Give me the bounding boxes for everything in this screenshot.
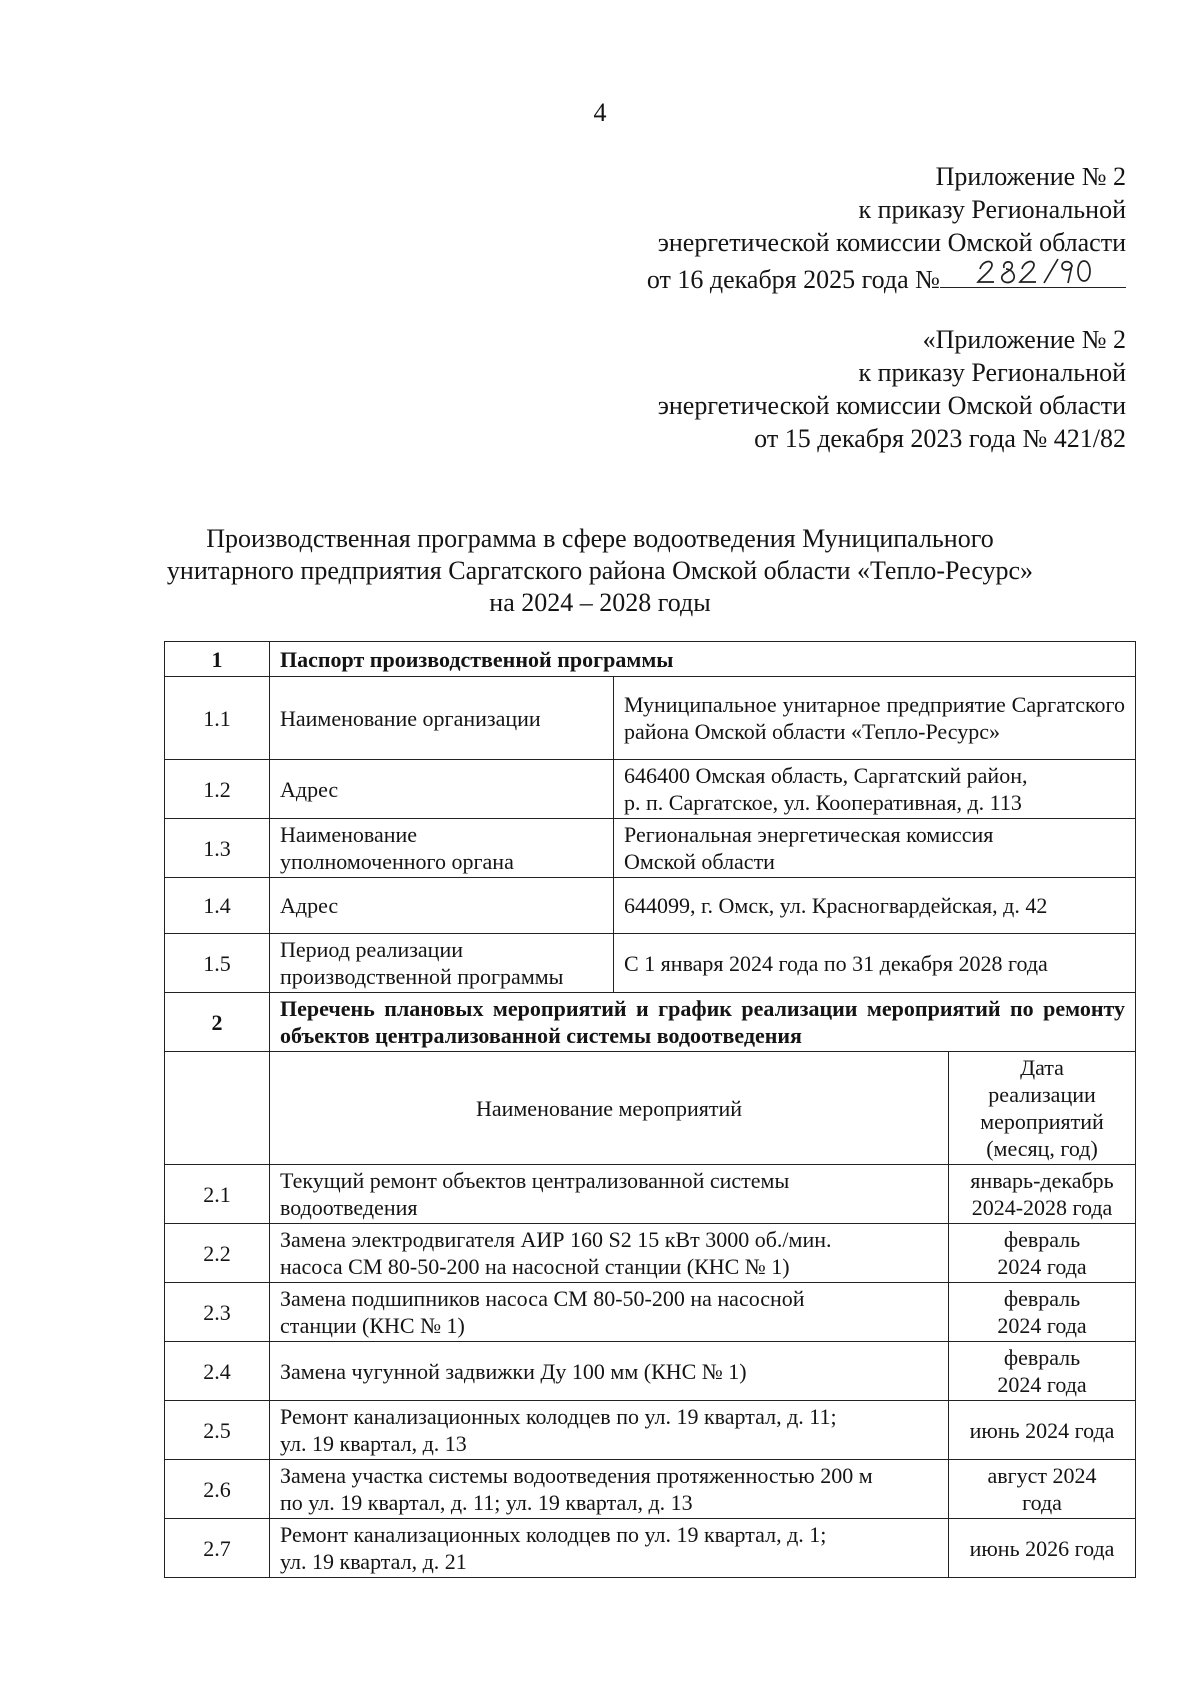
row-value: 644099, г. Омск, ул. Красногвардейская, д. 42 [614, 878, 1136, 934]
appendix-new-line3: энергетической комиссии Омской области [657, 228, 1126, 257]
column-header-event: Наименование мероприятий [270, 1052, 949, 1165]
event-name [270, 1342, 949, 1401]
event-date [949, 1460, 1136, 1519]
column-header-date-line4: (месяц, год) [986, 1136, 1098, 1161]
row-label-line2: уполномоченного органа [280, 849, 514, 874]
table-row [165, 1401, 1136, 1460]
row-number: 2.2 [165, 1224, 270, 1283]
row-label-line1: Период реализации [280, 937, 464, 962]
title-line2: унитарного предприятия Саргатского района Омской области «Тепло-Ресурс» [166, 556, 1034, 585]
event-line2: насоса СМ 80-50-200 на насосной станции (КНС № 1) [280, 1254, 790, 1279]
row-number: 1.5 [165, 934, 270, 993]
row-value: С 1 января 2024 года по 31 декабря 2028 года [614, 934, 1136, 993]
appendix-new-line2: к приказу Региональной [858, 195, 1126, 224]
event-line1: Замена электродвигателя АИР 160 S2 15 кВт 3000 об./мин. [280, 1227, 832, 1252]
row-value [614, 819, 1136, 878]
section2-header-row [165, 993, 1136, 1052]
title-line1: Производственная программа в сфере водоотведения Муниципального [206, 524, 994, 553]
row-number: 1.3 [165, 819, 270, 878]
table-row [165, 677, 1136, 760]
row-number: 1.2 [165, 760, 270, 819]
event-name [270, 1224, 949, 1283]
row-value-line1: Региональная энергетическая комиссия [624, 822, 994, 847]
appendix-new-line1: Приложение № 2 [935, 162, 1126, 191]
event-date [949, 1224, 1136, 1283]
row-label: Адрес [270, 878, 614, 934]
date-line2: 2024 года [997, 1372, 1087, 1397]
date-line1: февраль [1003, 1286, 1081, 1311]
row-label-line2: производственной программы [280, 964, 564, 989]
table-row [165, 1519, 1136, 1578]
row-label-line1: Наименование [280, 822, 418, 847]
table-row [165, 819, 1136, 878]
date-line1: январь-декабрь [970, 1168, 1114, 1193]
table-row [165, 934, 1136, 993]
row-number: 1.1 [165, 677, 270, 760]
event-line1: Ремонт канализационных колодцев по ул. 19 квартал, д. 11; [280, 1404, 837, 1429]
order-number-field [940, 259, 1126, 288]
row-number: 2.7 [165, 1519, 270, 1578]
event-date [949, 1342, 1136, 1401]
row-number: 2.3 [165, 1283, 270, 1342]
table-row [165, 1165, 1136, 1224]
section2-title: Перечень плановых мероприятий и график реализации мероприятий по ремонту объектов централизованной системы водоотведения [270, 993, 1136, 1052]
appendix-old-line2: к приказу Региональной [858, 358, 1126, 387]
event-line2: водоотведения [280, 1195, 418, 1220]
event-name [270, 1165, 949, 1224]
row-label [270, 934, 614, 993]
table-row [165, 760, 1136, 819]
appendix-old-line1: «Приложение № 2 [922, 325, 1126, 354]
row-number: 2.5 [165, 1401, 270, 1460]
event-line1: Замена подшипников насоса СМ 80-50-200 на насосной [280, 1286, 805, 1311]
date-line1: июнь 2024 года [969, 1417, 1115, 1443]
appendix-old-line4: от 15 декабря 2023 года № 421/82 [754, 424, 1126, 453]
event-line1: Текущий ремонт объектов централизованной системы [280, 1168, 790, 1193]
event-name [270, 1460, 949, 1519]
date-line2: 2024-2028 года [971, 1195, 1113, 1220]
row-value [614, 760, 1136, 819]
row-number: 1.4 [165, 878, 270, 934]
table-row [165, 1224, 1136, 1283]
table-row [165, 878, 1136, 934]
event-line2: станции (КНС № 1) [280, 1313, 465, 1338]
event-date [949, 1401, 1136, 1460]
row-number: 2.4 [165, 1342, 270, 1401]
row-label: Адрес [270, 760, 614, 819]
row-label [270, 819, 614, 878]
event-name [270, 1519, 949, 1578]
event-line2: по ул. 19 квартал, д. 11; ул. 19 квартал, д. 13 [280, 1490, 693, 1515]
event-line2: ул. 19 квартал, д. 13 [280, 1431, 467, 1456]
date-line1: февраль [1003, 1227, 1081, 1252]
section2-column-header-row [165, 1052, 1136, 1165]
row-value: Муниципальное унитарное предприятие Саргатского района Омской области «Тепло-Ресурс» [614, 677, 1136, 760]
row-value-line1: 646400 Омская область, Саргатский район, [624, 763, 1028, 788]
table-row [165, 1342, 1136, 1401]
section2-number: 2 [165, 993, 270, 1052]
page-number: 4 [593, 98, 607, 127]
appendix-new-line4 [647, 259, 1126, 296]
date-line2: 2024 года [997, 1313, 1087, 1338]
handwritten-order-number [974, 255, 1094, 287]
date-line1: август 2024 [987, 1463, 1097, 1488]
date-line1: июнь 2026 года [969, 1535, 1115, 1561]
event-line1: Замена участка системы водоотведения протяженностью 200 м [280, 1463, 873, 1488]
section1-number: 1 [165, 642, 270, 677]
event-name [270, 1401, 949, 1460]
event-date [949, 1283, 1136, 1342]
row-number: 2.6 [165, 1460, 270, 1519]
production-program-table [164, 641, 1136, 1578]
row-label: Наименование организации [270, 677, 614, 760]
section1-header-row [165, 642, 1136, 677]
table-row [165, 1283, 1136, 1342]
column-header-date [949, 1052, 1136, 1165]
event-line1: Замена чугунной задвижки Ду 100 мм (КНС № 1) [280, 1358, 747, 1384]
row-value-line2: Омской области [624, 849, 775, 874]
column-header-date-line3: мероприятий [980, 1109, 1104, 1134]
event-date [949, 1165, 1136, 1224]
row-number: 2.1 [165, 1165, 270, 1224]
date-line2: года [1022, 1490, 1062, 1515]
empty-cell [165, 1052, 270, 1165]
title-line3: на 2024 – 2028 годы [489, 588, 711, 617]
event-line1: Ремонт канализационных колодцев по ул. 19 квартал, д. 1; [280, 1522, 827, 1547]
column-header-date-line2: реализации [988, 1082, 1096, 1107]
event-line2: ул. 19 квартал, д. 21 [280, 1549, 467, 1574]
appendix-header-old [658, 323, 1126, 455]
date-line1: февраль [1003, 1345, 1081, 1370]
table-row [165, 1460, 1136, 1519]
row-value-line2: р. п. Саргатское, ул. Кооперативная, д. 113 [624, 790, 1022, 815]
order-date: от 16 декабря 2025 года № [646, 265, 940, 294]
column-header-date-line1: Дата [1020, 1055, 1064, 1080]
appendix-old-line3: энергетической комиссии Омской области [657, 391, 1126, 420]
document-title [0, 523, 1200, 619]
section1-title: Паспорт производственной программы [270, 642, 1136, 677]
event-date [949, 1519, 1136, 1578]
date-line2: 2024 года [997, 1254, 1087, 1279]
event-name [270, 1283, 949, 1342]
appendix-header-new [647, 160, 1126, 296]
